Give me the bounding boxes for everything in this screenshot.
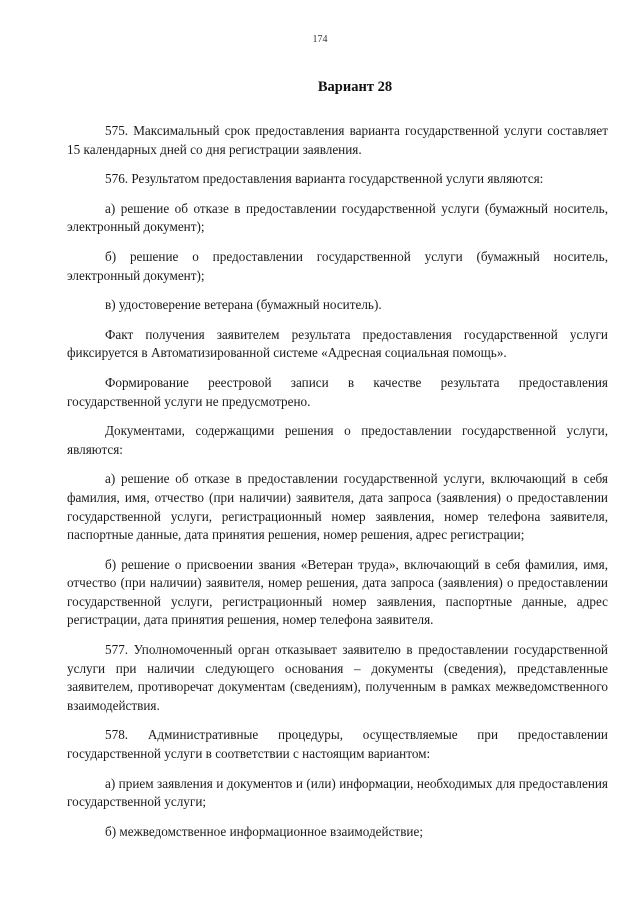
paragraph-documents-b: б) решение о присвоении звания «Ветеран труда», включающий в себя фамилия, имя, отчество (при наличии) заявителя, номер решения, дата запроса (заявления) о предоставлении государственной услуги, регистрационный номер заявления, паспортные данные, адрес регистрации, дата принятия решения, номер телефона заявителя. (67, 556, 608, 628)
page-number: 174 (312, 34, 328, 45)
paragraph-fact: Факт получения заявителем результата предоставления государственной услуги фиксируется в Автоматизированной системе «Адресная социальная помощь». (67, 326, 608, 361)
paragraph-575: 575. Максимальный срок предоставления варианта государственной услуги составляет 15 календарных дней со дня регистрации заявления. (67, 123, 608, 157)
paragraph-registry: Формирование реестровой записи в качестве результата предоставления государственной услуги не предусмотрено. (67, 374, 608, 409)
document-body (67, 122, 608, 852)
paragraph-576-v: в) удостоверение ветерана (бумажный носитель). (105, 297, 382, 313)
paragraph-577: 577. Уполномоченный орган отказывает заявителю в предоставлении государственной услуги при наличии следующего основания – документы (сведения), представленные заявителем, противоречат документам (сведениям), полученным в рамках межведомственного взаимодействия. (67, 642, 608, 713)
paragraph-578-a: а) прием заявления и документов и (или) информации, необходимых для предоставления государственной услуги; (67, 775, 608, 810)
paragraph-documents-a: а) решение об отказе в предоставлении государственной услуги, включающий в себя фамилия, имя, отчество (при наличии) заявителя, дата запроса (заявления) о предоставлении государственной услуги, регистрационный номер заявления, номер телефона заявителя, паспортные данные, дата принятия решения, номер решения, адрес регистрации; (67, 471, 608, 543)
paragraph-578: 578. Административные процедуры, осуществляемые при предоставлении государственной услуги в соответствии с настоящим вариантом: (67, 727, 608, 762)
paragraph-576: 576. Результатом предоставления варианта государственной услуги являются: (105, 171, 544, 187)
paragraph-576-a: а) решение об отказе в предоставлении государственной услуги (бумажный носитель, электронный документ); (67, 200, 608, 235)
paragraph-576-b: б) решение о предоставлении государственной услуги (бумажный носитель, электронный документ); (67, 248, 608, 283)
section-title: Вариант 28 (317, 79, 393, 95)
paragraph-documents: Документами, содержащими решения о предоставлении государственной услуги, являются: (67, 423, 608, 457)
paragraph-578-b: б) межведомственное информационное взаимодействие; (105, 823, 423, 839)
